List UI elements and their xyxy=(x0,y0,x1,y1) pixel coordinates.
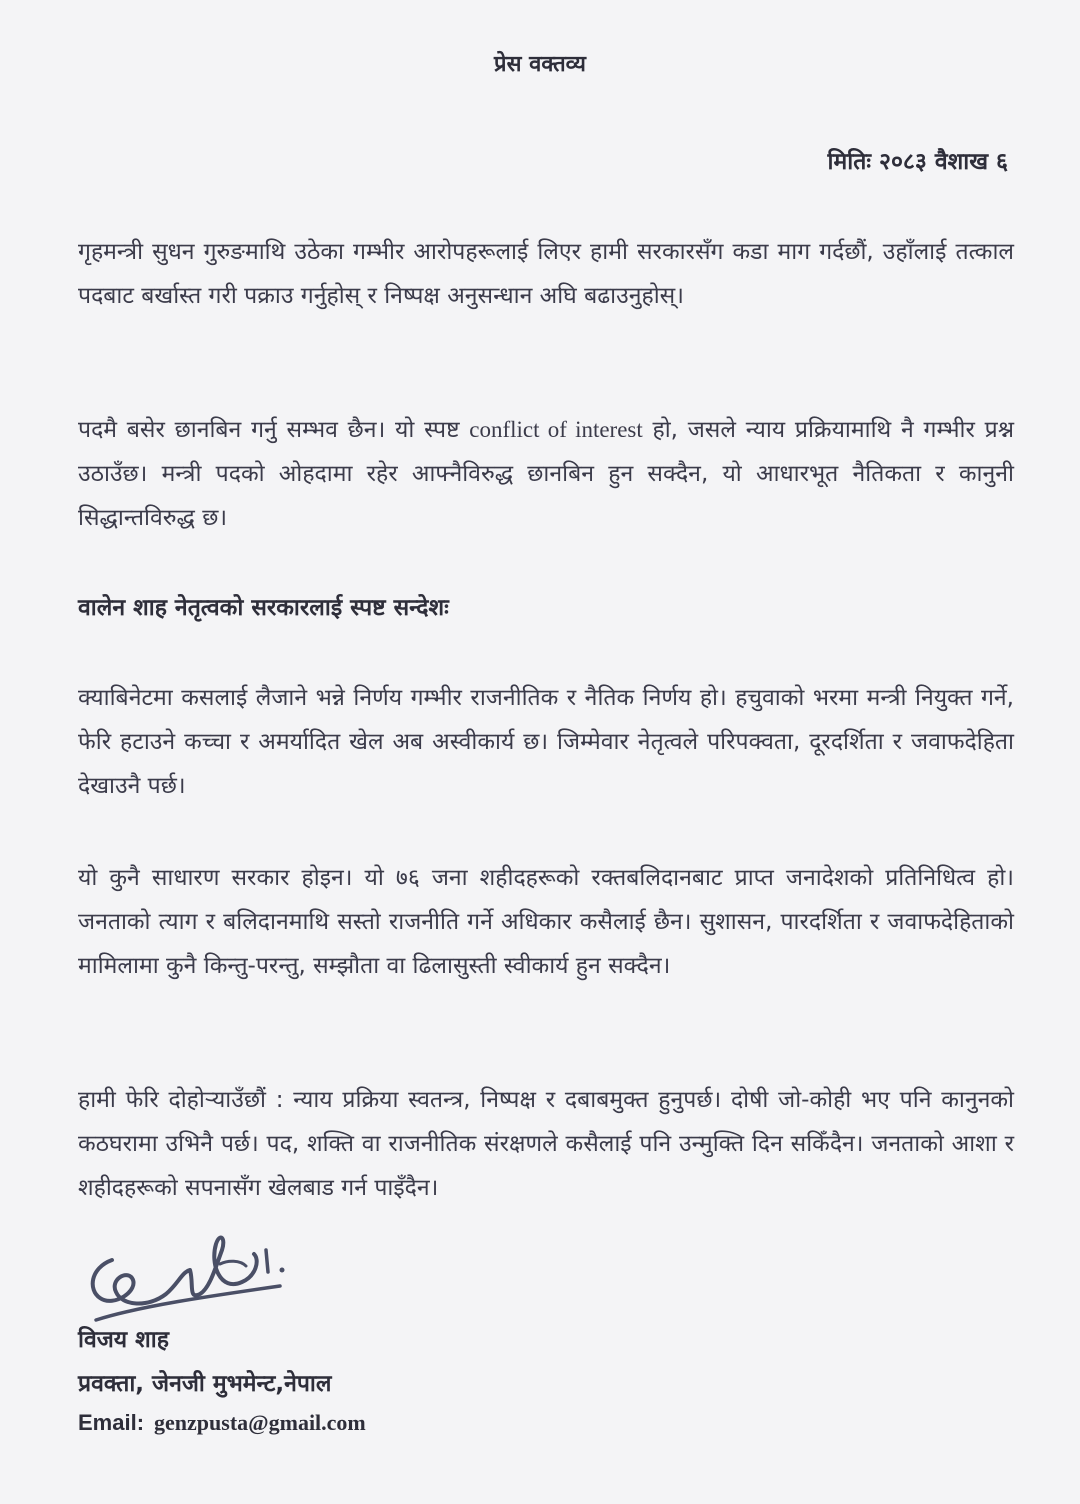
paragraph2-text-after: हो, जसले न्याय प्रक्रियामाथि नै गम्भीर प्रश्न उठाउँछ। मन्त्री पदको ओहदामा रहेर आफ्नैविरुद्ध छानबिन हुन सक्दैन, यो आधारभूत नैतिकता र कानुनी सिद्धान्तविरुद्ध छ। xyxy=(78,417,1014,531)
signatory-name: विजय शाह xyxy=(78,1327,169,1353)
paragraph-mandate: यो कुनै साधारण सरकार होइन। यो ७६ जना शहीदहरूको रक्तबलिदानबाट प्राप्त जनादेशको प्रतिनिधित्व हो। जनताको त्याग र बलिदानमाथि सस्तो राजनीति गर्ने अधिकार कसैलाई छैन। सुशासन, पारदर्शिता र जवाफदेहिताको मामिलामा कुनै किन्तु-परन्तु, सम्झौता वा ढिलासुस्ती स्वीकार्य हुन सक्दैन। xyxy=(78,865,1014,979)
paragraph-conflict-of-interest xyxy=(78,408,1014,540)
paragraph-demand: गृहमन्त्री सुधन गुरुङमाथि उठेका गम्भीर आरोपहरूलाई लिएर हामी सरकारसँग कडा माग गर्दछौं, उहाँलाई तत्काल पदबाट बर्खास्त गरी पक्राउ गर्नुहोस् र निष्पक्ष अनुसन्धान अघि बढाउनुहोस्। xyxy=(78,239,1014,309)
paragraph-cabinet: क्याबिनेटमा कसलाई लैजाने भन्ने निर्णय गम्भीर राजनीतिक र नैतिक निर्णय हो। हचुवाको भरमा मन्त्री नियुक्त गर्ने, फेरि हटाउने कच्चा र अमर्यादित खेल अब अस्वीकार्य छ। जिम्मेवार नेतृत्वले परिपक्वता, दूरदर्शिता र जवाफदेहिता देखाउनै पर्छ। xyxy=(78,685,1014,799)
document-title: प्रेस वक्तव्य xyxy=(494,52,586,77)
paragraph-reiteration: हामी फेरि दोहोर्‍याउँछौं : न्याय प्रक्रिया स्वतन्त्र, निष्पक्ष र दबाबमुक्त हुनुपर्छ। दोषी जो-कोही भए पनि कानुनको कठघरामा उभिनै पर्छ। पद, शक्ति वा राजनीतिक संरक्षणले कसैलाई पनि उन्मुक्ति दिन सकिँदैन। जनताको आशा र शहीदहरूको सपनासँग खेलबाड गर्न पाइँदैन। xyxy=(78,1087,1014,1201)
handwritten-signature xyxy=(70,1220,310,1330)
section-heading: वालेन शाह नेतृत्वको सरकारलाई स्पष्ट सन्देशः xyxy=(78,595,449,621)
paragraph2-latin-term: conflict of interest xyxy=(469,417,643,442)
paragraph2-text-before: पदमै बसेर छानबिन गर्नु सम्भव छैन। यो स्पष्ट xyxy=(78,417,470,443)
signatory-email-line xyxy=(78,1410,366,1436)
email-label: Email: xyxy=(78,1410,145,1435)
email-address: genzpusta@gmail.com xyxy=(154,1410,366,1435)
signatory-role: प्रवक्ता, जेनजी मुभमेन्ट,नेपाल xyxy=(78,1371,332,1397)
document-date: मितिः २०८३ वैशाख ६ xyxy=(827,149,1008,175)
